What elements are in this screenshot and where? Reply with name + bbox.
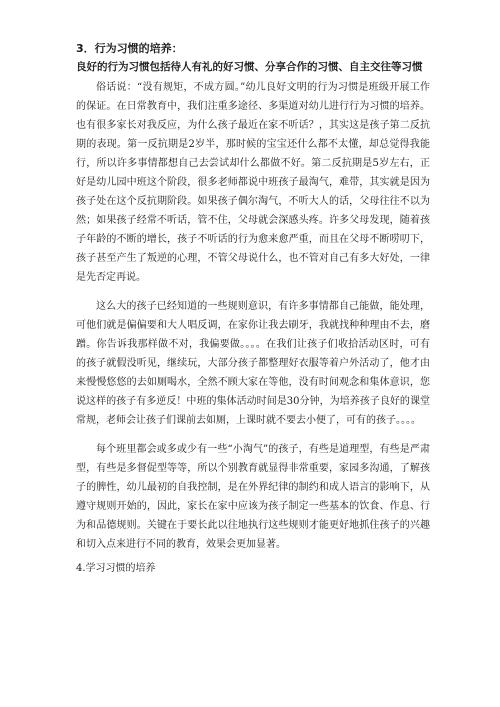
paragraph-1: 俗话说：“没有规矩，不成方圆。”幼儿良好文明的行为习惯是班级开展工作的保证。在日常教育中，我们注重多途径、多渠道对幼儿进行行为习惯的培养。也有很多家长对我反应，为什么孩子最近在家不听话？，其实这是孩子第二反抗期的表现。第一反抗期是2岁半，那时候的宝宝还什么都不太懂，却总觉得我能行，所以许多事情都想自己去尝试却什么都做不好。第二反抗期是5岁左右，正好是幼儿园中班这个阶段，很多老师都说中班孩子最淘气，难带，其实就是因为孩子处在这个反抗期阶段。如果孩子偶尔淘气，不听大人的话，父母往往不以为然；如果孩子经常不听话，管不住，父母就会深感头疼。许多父母发现，随着孩子年龄的不断的增长，孩子不听话的行为愈来愈严重，而且在父母不断唠叨下，孩子甚至产生了叛逆的心理，不管父母说什么，也不管对自己有多大好处，一律是先否定再说。 xyxy=(76,82,430,283)
section-4-heading: 4.学习习惯的培养 xyxy=(76,563,156,574)
paragraph-3: 每个班里都会或多或少有一些“小淘气”的孩子，有些是道理型，有些是严肃型，有些是多督促型等等，所以个别教育就显得非常重要，家园多沟通，了解孩子的脾性，幼儿最初的自我控制，是在外界纪律的制约和成人语言的影响下，从遵守规则开始的，因此，家长在家中应该为孩子制定一些基本的饮食、作息、行为和品德规则。关键在于要长此以往地执行这些规则才能更好地抓住孩子的兴趣和切入点来进行不同的教育，效果会更加显著。 xyxy=(76,444,430,550)
paragraph-2: 这么大的孩子已经知道的一些规则意识，有许多事情都自己能做，能处理，可他们就是偏偏要和大人唱反调，在家你让我去刷牙，我就找种种理由不去，磨蹭。你告诉我那样做不对，我偏要做。。。。在我们让孩子们收拾活动区时，可有的孩子就假没听见，继续玩，大部分孩子都整理好衣服等着户外活动了，他才由来慢慢悠悠的去如厕喝水，全然不顾大家在等他，没有时间观念和集体意识，您说这样的孩子有多逆反！中班的集体活动时间是30分钟，为培养孩子良好的课堂常规，老师会让孩子们课前去如厕，上课时就不要去小便了，可有的孩子。。。。 xyxy=(76,301,430,426)
paragraph-gap xyxy=(76,287,430,297)
section-3-heading: 3．行为习惯的培养： xyxy=(76,42,183,55)
section-3-subheading: 良好的行为习惯包括待人有礼的好习惯、分享合作的习惯、自主交往等习惯 xyxy=(76,61,423,73)
paragraph-gap xyxy=(76,430,430,440)
